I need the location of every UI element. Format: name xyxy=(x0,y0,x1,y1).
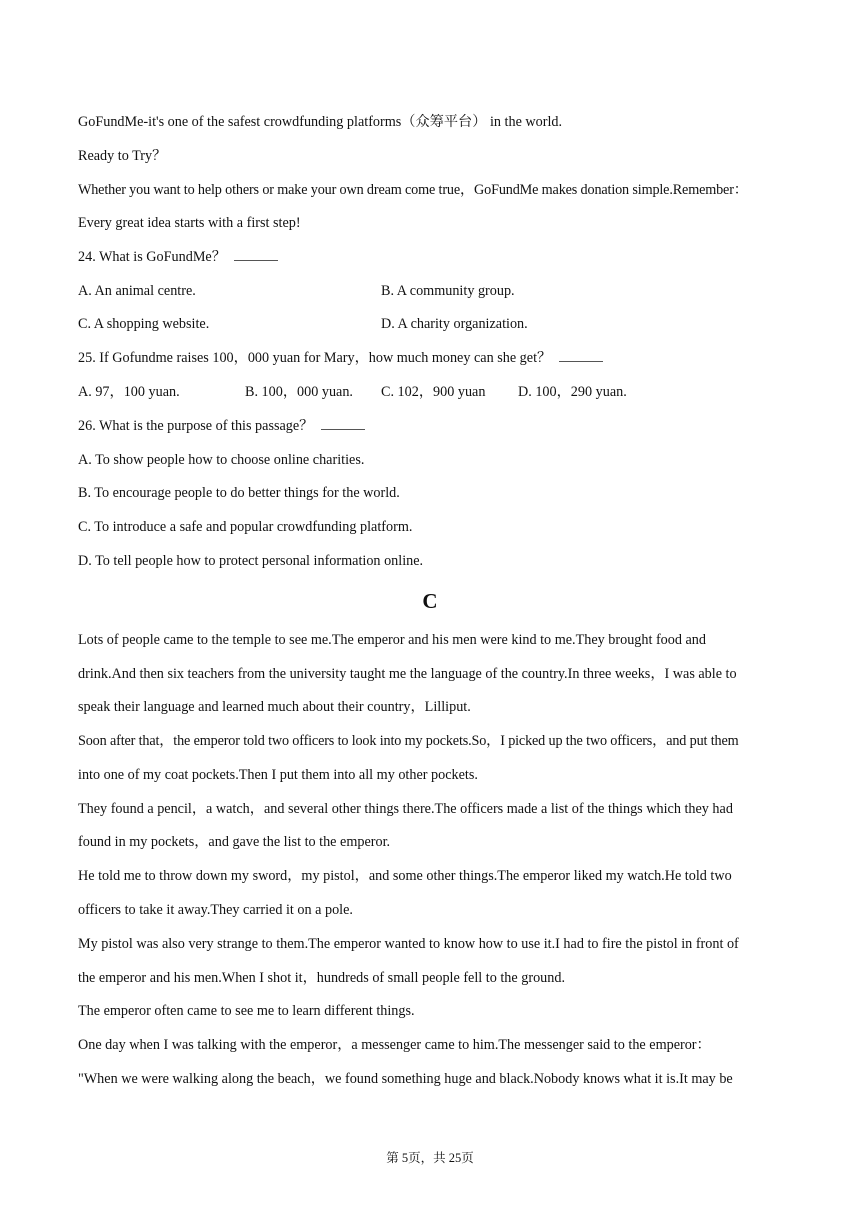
passage-line: into one of my coat pockets.Then I put them into all my other pockets. xyxy=(78,767,478,783)
question-text: 24. What is GoFundMe？ xyxy=(78,249,226,265)
question-text: 25. If Gofundme raises 100，000 yuan for Mary，how much money can she get？ xyxy=(78,350,552,366)
question-26-stem xyxy=(78,417,365,435)
passage-line: Every great idea starts with a first step! xyxy=(78,215,301,231)
option-d: D. To tell people how to protect personal information online. xyxy=(78,553,424,569)
option-d: D. A charity organization. xyxy=(381,316,528,332)
passage-line: Whether you want to help others or make your own dream come true，GoFundMe makes donation simple.Remember： xyxy=(78,182,748,198)
option-b: B. A community group. xyxy=(381,283,515,299)
passage-line: The emperor often came to see me to learn different things. xyxy=(78,1003,415,1019)
option-b: B. To encourage people to do better things for the world. xyxy=(78,485,400,501)
question-text: 26. What is the purpose of this passage？ xyxy=(78,418,314,434)
option-d: D. 100，290 yuan. xyxy=(518,384,627,400)
question-25-stem xyxy=(78,349,603,367)
option-a: A. 97，100 yuan. xyxy=(78,384,180,400)
passage-line: One day when I was talking with the emperor，a messenger came to him.The messenger said to the emperor： xyxy=(78,1037,711,1053)
passage-line: Lots of people came to the temple to see me.The emperor and his men were kind to me.They brought food and xyxy=(78,632,706,648)
option-c: C. A shopping website. xyxy=(78,316,210,332)
option-c: C. 102，900 yuan xyxy=(381,384,486,400)
option-a: A. An animal centre. xyxy=(78,283,196,299)
answer-blank xyxy=(321,417,365,430)
answer-blank xyxy=(234,248,278,261)
passage-line: GoFundMe-it's one of the safest crowdfunding platforms（众筹平台） in the world. xyxy=(78,114,563,130)
option-c: C. To introduce a safe and popular crowdfunding platform. xyxy=(78,519,413,535)
question-24-stem xyxy=(78,248,278,266)
passage-line: officers to take it away.They carried it on a pole. xyxy=(78,902,353,918)
passage-line: He told me to throw down my sword，my pistol，and some other things.The emperor liked my watch.He told two xyxy=(78,868,732,884)
option-b: B. 100，000 yuan. xyxy=(245,384,353,400)
passage-line: Soon after that，the emperor told two officers to look into my pockets.So，I picked up the two officers，and put them xyxy=(78,733,739,749)
passage-line: Ready to Try？ xyxy=(78,148,167,164)
passage-line: the emperor and his men.When I shot it，hundreds of small people fell to the ground. xyxy=(78,970,565,986)
passage-line: speak their language and learned much about their country，Lilliput. xyxy=(78,699,471,715)
passage-line: found in my pockets，and gave the list to the emperor. xyxy=(78,834,391,850)
passage-line: They found a pencil，a watch，and several other things there.The officers made a list of the things which they had xyxy=(78,801,733,817)
page-number: 第 5页，共 25页 xyxy=(386,1151,474,1165)
section-title: C xyxy=(422,589,438,613)
passage-line: "When we were walking along the beach，we found something huge and black.Nobody knows what it is.It may be xyxy=(78,1071,733,1087)
option-a: A. To show people how to choose online charities. xyxy=(78,452,365,468)
answer-blank xyxy=(559,349,603,362)
passage-line: drink.And then six teachers from the university taught me the language of the country.In three weeks，I was able to xyxy=(78,666,737,682)
passage-line: My pistol was also very strange to them.The emperor wanted to know how to use it.I had to fire the pistol in front of xyxy=(78,936,739,952)
